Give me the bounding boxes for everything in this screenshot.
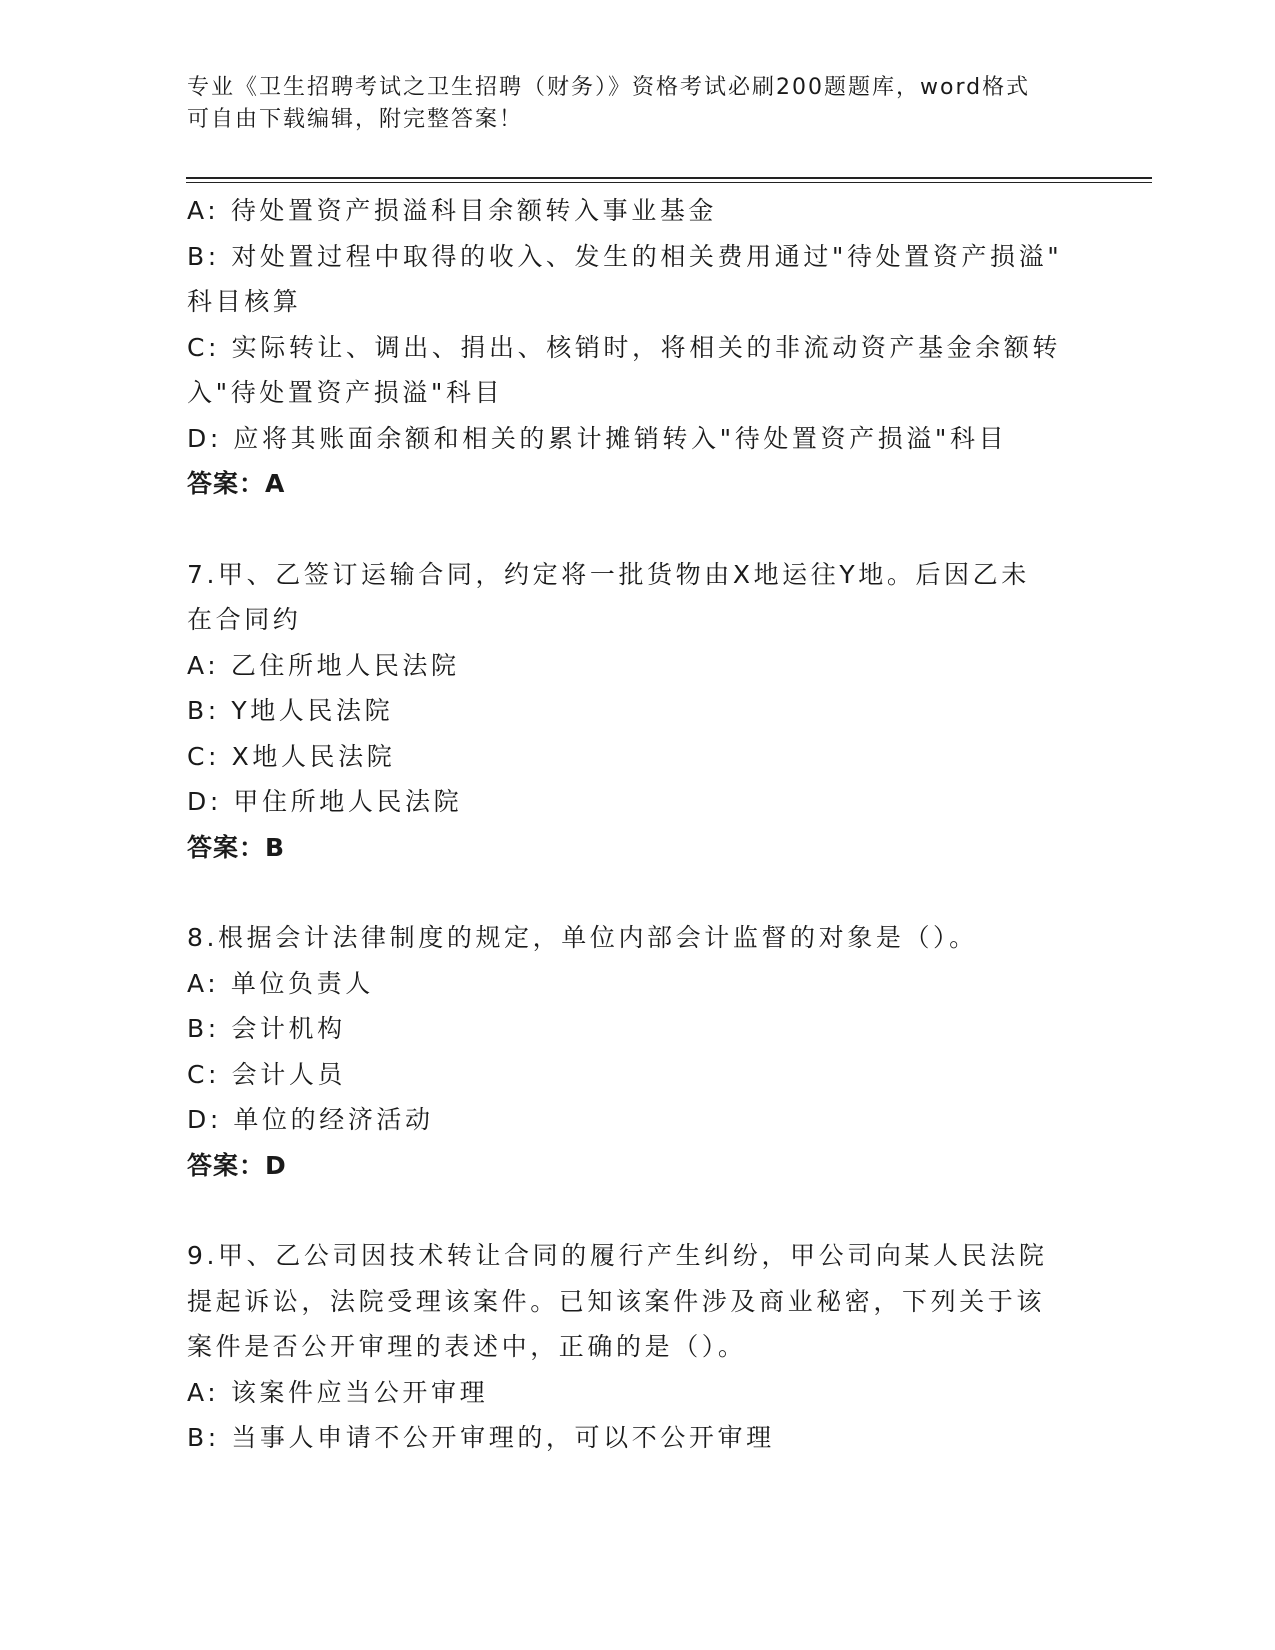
option-a: A: 该案件应当公开审理 xyxy=(187,1377,489,1407)
question-stem-cont-2: 案件是否公开审理的表述中，正确的是（）。 xyxy=(187,1332,747,1361)
option-a: A: 乙住所地人民法院 xyxy=(187,650,460,680)
question-stem: 8.根据会计法律制度的规定，单位内部会计监督的对象是（）。 xyxy=(187,923,978,952)
option-b: B: 对处置过程中取得的收入、发生的相关费用通过"待处置资产损溢" xyxy=(187,241,1063,271)
header-line-2: 可自由下载编辑，附完整答案！ xyxy=(187,107,524,132)
answer: 答案：A xyxy=(187,469,286,498)
option-b: B: 会计机构 xyxy=(187,1014,346,1043)
document-header xyxy=(187,72,1067,136)
question-stem: 9.甲、乙公司因技术转让合同的履行产生纠纷，甲公司向某人民法院 xyxy=(187,1241,1048,1270)
question-stem: 7.甲、乙签订运输合同，约定将一批货物由X地运往Y地。后因乙未 xyxy=(187,559,1030,589)
header-divider xyxy=(186,177,1152,183)
option-b-cont: 科目核算 xyxy=(187,287,302,316)
option-c: C: 实际转让、调出、捐出、核销时，将相关的非流动资产基金余额转 xyxy=(187,332,1062,362)
option-c: C: X地人民法院 xyxy=(187,741,396,771)
question-stem-cont: 在合同约 xyxy=(187,605,302,634)
option-d: D: 应将其账面余额和相关的累计摊销转入"待处置资产损溢"科目 xyxy=(187,423,1008,453)
question-8 xyxy=(187,915,1087,1188)
option-b: B: Y地人民法院 xyxy=(187,696,394,725)
question-stem-cont: 提起诉讼，法院受理该案件。已知该案件涉及商业秘密，下列关于该 xyxy=(187,1286,1046,1316)
option-c-cont: 入"待处置资产损溢"科目 xyxy=(187,378,504,407)
option-d: D: 单位的经济活动 xyxy=(187,1105,434,1134)
option-a: A: 待处置资产损溢科目余额转入事业基金 xyxy=(187,196,718,225)
question-list xyxy=(187,188,1087,1461)
option-c: C: 会计人员 xyxy=(187,1059,347,1089)
option-a: A: 单位负责人 xyxy=(187,968,374,998)
question-7 xyxy=(187,552,1087,871)
answer: 答案：D xyxy=(187,1150,287,1180)
answer: 答案：B xyxy=(187,832,286,862)
option-b: B: 当事人申请不公开审理的，可以不公开审理 xyxy=(187,1423,775,1452)
option-d: D: 甲住所地人民法院 xyxy=(187,787,463,816)
question-6 xyxy=(187,188,1087,507)
question-9 xyxy=(187,1233,1087,1461)
header-line-1: 专业《卫生招聘考试之卫生招聘（财务）》资格考试必刷200题题库，word格式 xyxy=(187,75,1031,100)
